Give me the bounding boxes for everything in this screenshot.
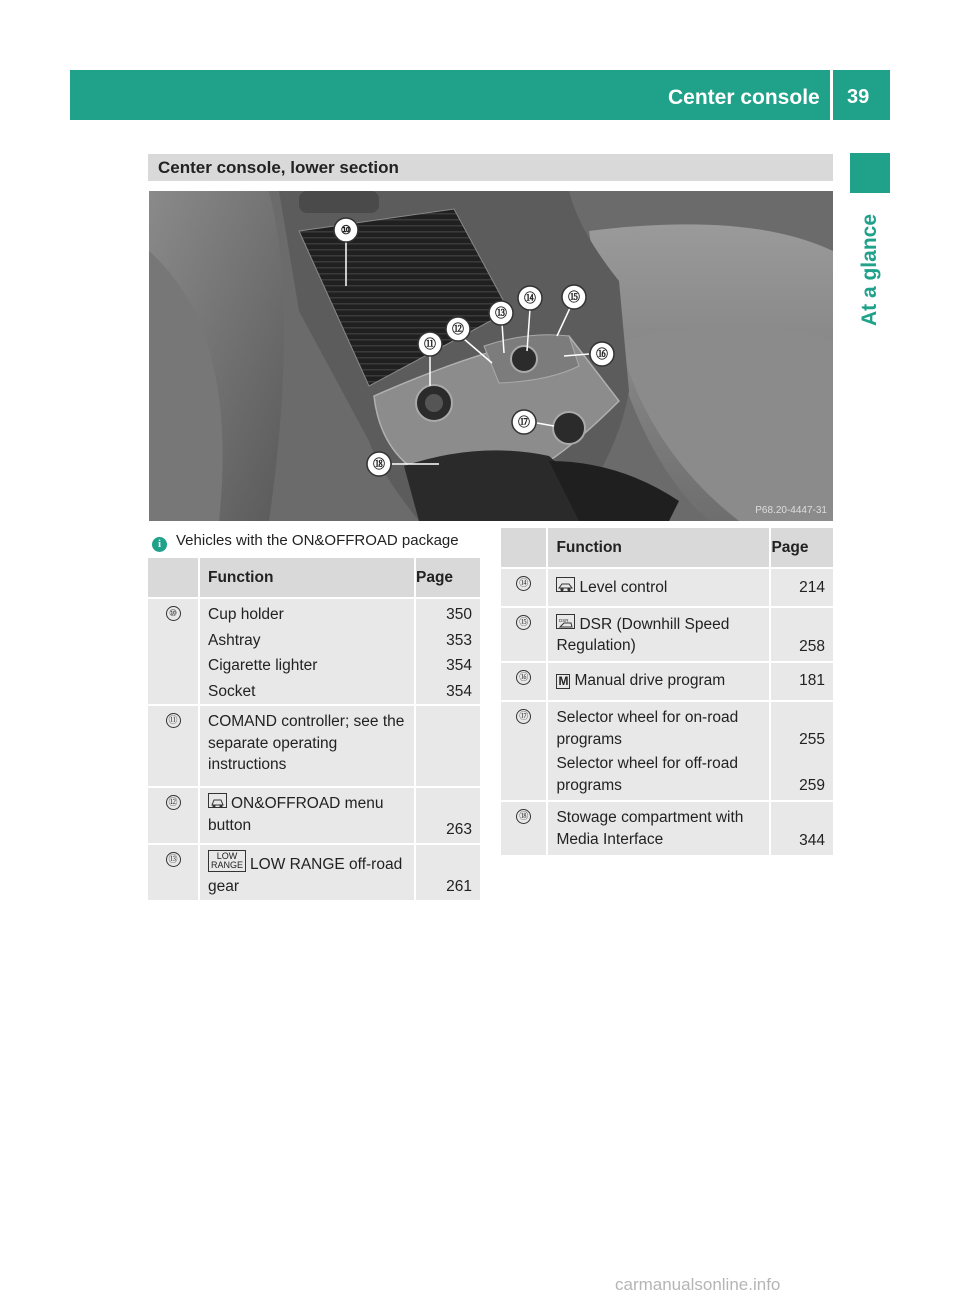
offroad-menu-icon — [208, 793, 227, 808]
row-function-level-control: Level control — [579, 579, 668, 596]
callout-label-17: ⑰ — [517, 415, 531, 429]
table-header-row — [148, 558, 480, 597]
image-credit: P68.20-4447-31 — [755, 505, 827, 516]
row-number: ⑭ — [516, 576, 531, 591]
center-console-photo — [149, 191, 833, 521]
row-page: 258 — [799, 638, 825, 655]
row-number: ⑰ — [516, 709, 531, 724]
section-title: Center console, lower section — [158, 158, 399, 177]
header-num-cell — [148, 558, 200, 597]
row-function-offroad-menu: ON&OFFROAD menu button — [208, 795, 384, 834]
callout-label-18: ⑱ — [372, 457, 386, 471]
row-number: ⑪ — [166, 713, 181, 728]
row-number: ⑫ — [166, 795, 181, 810]
row-page: 354 — [446, 657, 472, 674]
table-row-14 — [501, 569, 833, 606]
row-function-ashtray: Ashtray — [208, 631, 261, 649]
row-page: 344 — [799, 832, 825, 849]
row-number: ⑱ — [516, 809, 531, 824]
table-header-row — [501, 528, 833, 567]
row-page: 181 — [799, 672, 825, 689]
table-row-17 — [501, 702, 833, 800]
row-function-cup-holder: Cup holder — [208, 606, 284, 623]
row-function-onroad-selector: Selector wheel for on-road programs — [556, 709, 739, 748]
row-function-cigarette-lighter: Cigarette lighter — [208, 657, 318, 674]
info-note — [152, 532, 459, 552]
row-function-stowage: Stowage compartment with Media Interface — [556, 809, 744, 848]
row-function-offroad-selector: Selector wheel for off-road programs — [556, 755, 738, 794]
header-num-cell — [501, 528, 548, 567]
row-function-manual-drive: Manual drive program — [574, 672, 726, 689]
row-page: 214 — [799, 579, 825, 596]
console-illustration — [149, 191, 833, 521]
watermark: carmanualsonline.info — [615, 1275, 781, 1294]
callout-label-16: ⑯ — [595, 347, 609, 361]
row-page: 350 — [446, 606, 472, 623]
row-number: ⑮ — [516, 615, 531, 630]
table-row-15 — [501, 608, 833, 661]
page-number: 39 — [847, 86, 870, 108]
header-function: Function — [200, 558, 416, 597]
row-function-dsr: DSR (Downhill Speed Regulation) — [556, 616, 730, 654]
row-page: 354 — [446, 682, 472, 700]
callout-label-12: ⑫ — [451, 322, 465, 336]
header-page: Page — [771, 528, 833, 567]
side-tab — [850, 153, 890, 193]
row-number: ⑩ — [166, 606, 181, 621]
header-divider — [830, 70, 833, 120]
level-control-icon — [556, 577, 575, 592]
side-chapter-label: At a glance — [858, 213, 881, 327]
row-page: 353 — [446, 631, 472, 649]
table-row-16 — [501, 663, 833, 700]
header-title: Center console — [668, 86, 820, 109]
row-page: 259 — [799, 776, 825, 794]
row-function-low-range: LOW RANGE off-road gear — [208, 856, 403, 895]
dsr-icon-text: DSR — [559, 618, 569, 623]
low-range-icon-text-low: LOW — [216, 851, 238, 861]
row-function-comand-controller: COMAND controller; see the separate operating instructions — [208, 713, 405, 773]
table-row-10 — [148, 599, 480, 704]
row-number: ⑯ — [516, 670, 531, 685]
callout-label-13: ⑬ — [494, 306, 508, 320]
callout-label-10: ⑩ — [340, 223, 352, 237]
low-range-icon — [208, 850, 246, 872]
left-function-table — [148, 556, 480, 902]
table-row-18 — [501, 802, 833, 855]
right-function-table — [501, 526, 833, 857]
row-page: 255 — [799, 730, 825, 748]
row-page: 263 — [446, 821, 472, 838]
info-icon: i — [152, 537, 167, 552]
callout-label-14: ⑭ — [523, 291, 537, 305]
header-page: Page — [416, 558, 480, 597]
low-range-icon-text-range: RANGE — [211, 860, 244, 870]
callout-label-11: ⑪ — [423, 337, 437, 351]
table-row-11 — [148, 706, 480, 786]
row-function-socket: Socket — [208, 682, 256, 700]
table-row-13 — [148, 845, 480, 900]
row-page: 261 — [446, 878, 472, 895]
callout-label-15: ⑮ — [567, 290, 581, 304]
header-function: Function — [548, 528, 771, 567]
manual-m-icon: M — [558, 674, 569, 688]
table-row-12 — [148, 788, 480, 843]
dsr-icon — [556, 614, 575, 629]
info-note-text: Vehicles with the ON&OFFROAD package — [176, 532, 459, 549]
row-number: ⑬ — [166, 852, 181, 867]
